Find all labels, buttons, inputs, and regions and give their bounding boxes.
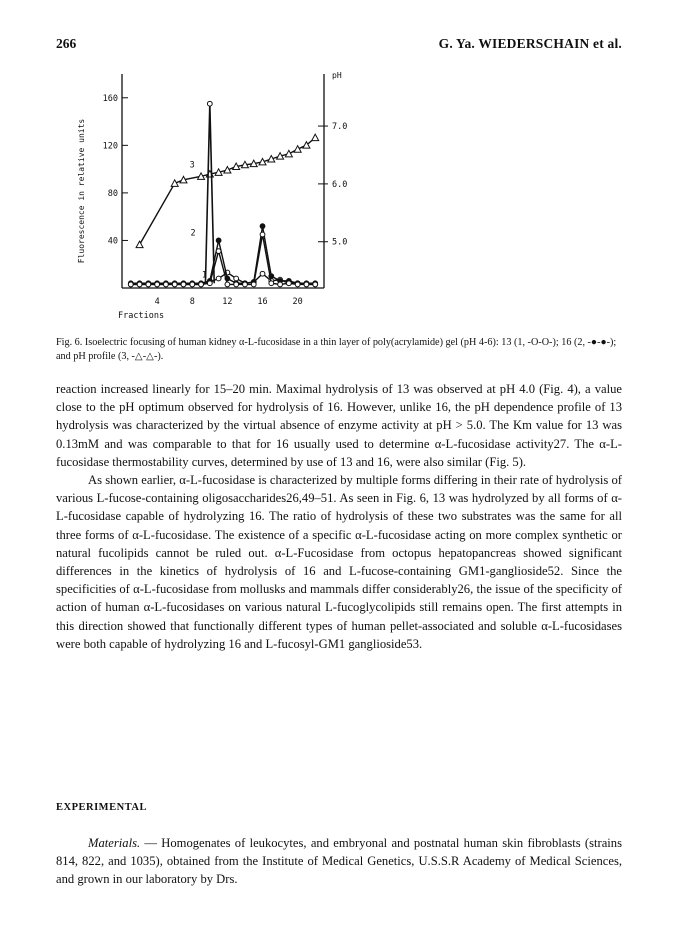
materials-paragraph bbox=[56, 834, 622, 889]
y-tick-label: 80 bbox=[107, 188, 118, 199]
series-2-point bbox=[304, 282, 309, 287]
series-2-point bbox=[278, 282, 283, 287]
series-2-point bbox=[216, 249, 221, 254]
series-3-point bbox=[294, 146, 301, 153]
tall-peak-point bbox=[207, 101, 212, 106]
series-2-point bbox=[146, 282, 151, 287]
series-2-point bbox=[225, 282, 230, 287]
y-axis-label: Fluorescence in relative units bbox=[77, 118, 86, 264]
page-number: 266 bbox=[56, 36, 77, 51]
series-0-point bbox=[260, 271, 265, 276]
series-2-point bbox=[251, 282, 256, 287]
y2-tick-label: 7.0 bbox=[332, 122, 348, 133]
x-tick-label: 8 bbox=[189, 297, 195, 307]
curve-label: 2 bbox=[190, 228, 196, 239]
series-1-point bbox=[260, 224, 265, 229]
series-2-point bbox=[137, 282, 142, 287]
tall-peak-line bbox=[205, 104, 214, 284]
y2-axis-label: pH bbox=[332, 71, 342, 80]
series-2-point bbox=[172, 282, 177, 287]
isoelectric-focusing-chart bbox=[56, 62, 636, 336]
x-tick-label: 4 bbox=[154, 297, 160, 307]
curve-label: 3 bbox=[189, 160, 195, 171]
section-heading: EXPERIMENTAL bbox=[56, 802, 147, 813]
y2-tick-label: 6.0 bbox=[332, 179, 348, 190]
series-2-point bbox=[313, 282, 318, 287]
series-2-point bbox=[181, 282, 186, 287]
series-2-point bbox=[234, 282, 239, 287]
curve-label: 1 bbox=[201, 270, 208, 281]
series-2-point bbox=[243, 282, 248, 287]
running-head: G. Ya. WIEDERSCHAIN et al. bbox=[438, 36, 622, 51]
figure-caption: Fig. 6. Isoelectric focusing of human kidney α-L-fucosidase in a thin layer of poly(acrylamide) gel (pH 4-6): 13 (1, -O-O-); 16 (2, -●-●-); and pH profile (3, -△-△-). bbox=[56, 337, 617, 362]
x-tick-label: 20 bbox=[292, 297, 303, 307]
x-tick-label: 16 bbox=[257, 297, 268, 307]
materials-label: Materials. bbox=[88, 836, 141, 850]
series-2-point bbox=[164, 282, 169, 287]
figure-6 bbox=[56, 62, 636, 336]
series-0-point bbox=[216, 276, 221, 281]
series-1-point bbox=[216, 238, 221, 243]
body-text bbox=[56, 380, 622, 653]
series-2-point bbox=[269, 281, 274, 286]
x-axis-label: Fractions bbox=[118, 311, 165, 321]
series-2-point bbox=[260, 232, 265, 237]
series-2-point bbox=[286, 281, 291, 286]
x-tick-label: 12 bbox=[222, 297, 233, 307]
y-tick-label: 40 bbox=[107, 236, 118, 247]
series-2-point bbox=[128, 282, 133, 287]
y-tick-label: 160 bbox=[102, 93, 118, 104]
chart-series bbox=[128, 101, 318, 287]
y-tick-label: 120 bbox=[102, 141, 118, 152]
series-3-point bbox=[285, 150, 292, 157]
series-2-point bbox=[199, 282, 204, 287]
y2-tick-label: 5.0 bbox=[332, 237, 348, 248]
series-2-point bbox=[155, 282, 160, 287]
body-paragraph: reaction increased linearly for 15–20 min. Maximal hydrolysis of 13 was observed at pH 4.0 (Fig. 4), a value close to the pH optimum observed for hydrolysis of 16. However, unlike 16, the pH dependence profile of 13 hydrolysis was characterized by the virtual absence of enzyme activity at pH > 5.0. The Km value for 13 was 0.13mM and was comparable to that for 16 usually used to determine α-L-fucosidase activity27. The α-L-fucosidase thermostability curves, determined by use of 13 and 16, were also similar (Fig. 5). bbox=[56, 382, 622, 469]
materials-text: — Homogenates of leukocytes, and embryonal and postnatal human skin fibroblasts (strains 814, 822, and 1035), obtained from the Institute of Medical Genetics, U.S.S.R Academy of Medical Sciences, and grown in our laboratory by Drs. bbox=[56, 836, 622, 887]
series-2-point bbox=[190, 282, 195, 287]
series-3-point bbox=[136, 241, 143, 248]
chart-axes bbox=[122, 74, 324, 288]
series-2-point bbox=[295, 282, 300, 287]
series-3-point bbox=[312, 134, 319, 141]
body-paragraph: As shown earlier, α-L-fucosidase is characterized by multiple forms differing in their rate of hydrolysis of various L-fucose-containing oligosaccharides26,49–51. As seen in Fig. 6, 13 was hydrolyzed by all forms of α-L-fucosidase capable of hydrolyzing 16. The ratio of hydrolysis of these two substrates was the same for all three forms of α-L-fucosidase. The existence of a specific α-L-fucosidase acting on more complex synthetic or natural fucolipids cannot be ruled out. α-L-Fucosidase from octopus hepatopancreas showed significant differences in the kinetics of hydrolysis of 16 and L-fucose-containing GM1-ganglioside52. Since the specificities of α-L-fucosidase from mollusks and mammals differ considerably26, the issue of the specificity of action of human α-L-fucosidases on various natural L-fucoglycolipids still remains open. The first attempts in this direction showed that functionally different types of human pellet-associated and soluble α-L-fucosidases were both capable of hydrolyzing 16 and L-fucosyl-GM1 ganglioside53. bbox=[56, 473, 622, 651]
series-2-point bbox=[207, 281, 212, 286]
series-0-point bbox=[234, 276, 239, 281]
